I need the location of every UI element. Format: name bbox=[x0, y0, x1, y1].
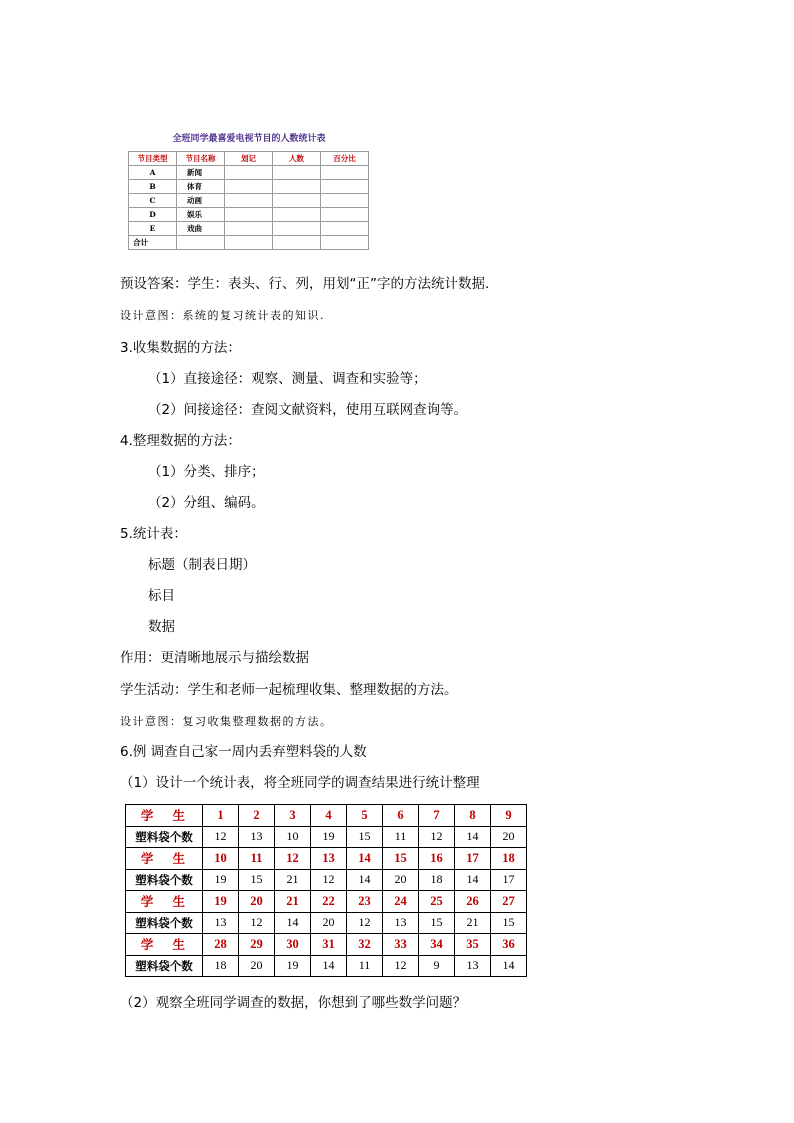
tv-table-row bbox=[129, 222, 369, 236]
student-number-cell: 2 bbox=[239, 805, 275, 827]
tv-program-table bbox=[128, 151, 369, 250]
bag-count-cell: 12 bbox=[239, 912, 275, 934]
bag-count-cell: 21 bbox=[455, 912, 491, 934]
student-row-label: 学 生 bbox=[126, 848, 203, 870]
student-number-cell: 8 bbox=[455, 805, 491, 827]
bag-count-cell: 13 bbox=[455, 955, 491, 977]
tv-table-header-cell: 节目名称 bbox=[177, 152, 225, 166]
tv-table-cell bbox=[321, 166, 369, 180]
student-number-cell: 15 bbox=[383, 848, 419, 870]
tv-table-header-cell: 划记 bbox=[225, 152, 273, 166]
bag-count-cell: 9 bbox=[419, 955, 455, 977]
student-number-cell: 27 bbox=[491, 891, 527, 913]
bag-count-cell: 10 bbox=[275, 826, 311, 848]
bag-count-cell: 12 bbox=[203, 826, 239, 848]
bag-count-cell: 14 bbox=[311, 955, 347, 977]
section-4-item-2: （2）分组、编码。 bbox=[148, 495, 265, 511]
student-number-cell: 19 bbox=[203, 891, 239, 913]
tv-table-header-cell: 百分比 bbox=[321, 152, 369, 166]
tv-table-row bbox=[129, 236, 369, 250]
student-number-row bbox=[126, 934, 527, 956]
student-number-cell: 18 bbox=[491, 848, 527, 870]
tv-table-cell: 体育 bbox=[177, 180, 225, 194]
bag-count-row bbox=[126, 912, 527, 934]
tv-table-row bbox=[129, 208, 369, 222]
bag-count-cell: 14 bbox=[455, 826, 491, 848]
bag-count-cell: 15 bbox=[491, 912, 527, 934]
preset-answer: 预设答案：学生：表头、行、列，用划“正”字的方法统计数据. bbox=[120, 276, 490, 292]
bag-count-row-label: 塑料袋个数 bbox=[126, 869, 203, 891]
student-number-cell: 7 bbox=[419, 805, 455, 827]
design-intent-2: 设计意图：复习收集整理数据的方法。 bbox=[120, 715, 333, 728]
tv-table-cell bbox=[225, 194, 273, 208]
tv-table-cell: 合计 bbox=[129, 236, 177, 250]
bag-count-cell: 14 bbox=[347, 869, 383, 891]
bag-count-cell: 14 bbox=[491, 955, 527, 977]
bag-count-cell: 20 bbox=[491, 826, 527, 848]
tv-table-cell bbox=[273, 180, 321, 194]
bag-count-cell: 18 bbox=[419, 869, 455, 891]
bag-count-cell: 11 bbox=[383, 826, 419, 848]
tv-table-cell bbox=[225, 222, 273, 236]
bag-count-cell: 20 bbox=[239, 955, 275, 977]
student-number-cell: 16 bbox=[419, 848, 455, 870]
student-number-cell: 21 bbox=[275, 891, 311, 913]
bag-count-cell: 19 bbox=[203, 869, 239, 891]
student-number-cell: 14 bbox=[347, 848, 383, 870]
student-number-cell: 6 bbox=[383, 805, 419, 827]
tv-table-cell bbox=[321, 208, 369, 222]
student-number-row bbox=[126, 848, 527, 870]
bag-count-row-label: 塑料袋个数 bbox=[126, 826, 203, 848]
section-3-title: 3.收集数据的方法： bbox=[120, 340, 241, 356]
bag-count-cell: 12 bbox=[347, 912, 383, 934]
bag-count-cell: 15 bbox=[419, 912, 455, 934]
tv-table-cell bbox=[225, 180, 273, 194]
tv-table-cell bbox=[273, 208, 321, 222]
bag-count-cell: 19 bbox=[311, 826, 347, 848]
student-number-cell: 25 bbox=[419, 891, 455, 913]
tv-table-row bbox=[129, 180, 369, 194]
bag-count-cell: 15 bbox=[239, 869, 275, 891]
bag-count-cell: 13 bbox=[239, 826, 275, 848]
tv-table-row bbox=[129, 194, 369, 208]
student-number-cell: 28 bbox=[203, 934, 239, 956]
tv-table-cell bbox=[273, 236, 321, 250]
tv-table-cell bbox=[273, 166, 321, 180]
section-6-title: 6.例 调查自己家一周内丢弃塑料袋的人数 bbox=[120, 744, 367, 760]
section-3-item-1: （1）直接途径：观察、测量、调查和实验等； bbox=[148, 371, 427, 387]
section-4-item-1: （1）分类、排序； bbox=[148, 464, 265, 480]
student-number-cell: 22 bbox=[311, 891, 347, 913]
tv-table-cell bbox=[321, 236, 369, 250]
bag-count-cell: 21 bbox=[275, 869, 311, 891]
student-number-cell: 26 bbox=[455, 891, 491, 913]
student-number-cell: 12 bbox=[275, 848, 311, 870]
tv-table-row bbox=[129, 166, 369, 180]
tv-table-cell bbox=[273, 194, 321, 208]
tv-table-cell: 娱乐 bbox=[177, 208, 225, 222]
bag-count-cell: 18 bbox=[203, 955, 239, 977]
tv-table-cell: 新闻 bbox=[177, 166, 225, 180]
design-intent-1: 设计意图：系统的复习统计表的知识. bbox=[120, 309, 325, 322]
bag-count-cell: 12 bbox=[383, 955, 419, 977]
bag-count-row bbox=[126, 869, 527, 891]
bag-count-cell: 13 bbox=[383, 912, 419, 934]
student-number-cell: 34 bbox=[419, 934, 455, 956]
student-number-cell: 17 bbox=[455, 848, 491, 870]
section-6-question-1: （1）设计一个统计表，将全班同学的调查结果进行统计整理 bbox=[120, 775, 480, 791]
student-row-label: 学 生 bbox=[126, 805, 203, 827]
section-6-question-2: （2）观察全班同学调查的数据，你想到了哪些数学问题？ bbox=[120, 995, 467, 1011]
student-number-cell: 35 bbox=[455, 934, 491, 956]
bag-count-cell: 11 bbox=[347, 955, 383, 977]
bag-count-cell: 13 bbox=[203, 912, 239, 934]
tv-table-cell: 戏曲 bbox=[177, 222, 225, 236]
student-number-cell: 20 bbox=[239, 891, 275, 913]
student-number-cell: 1 bbox=[203, 805, 239, 827]
student-row-label: 学 生 bbox=[126, 934, 203, 956]
section-5-title: 5.统计表： bbox=[120, 526, 187, 542]
tv-table-cell: B bbox=[129, 180, 177, 194]
bag-count-cell: 12 bbox=[311, 869, 347, 891]
student-number-cell: 33 bbox=[383, 934, 419, 956]
section-3-item-2: （2）间接途径：查阅文献资料，使用互联网查询等。 bbox=[148, 402, 468, 418]
student-number-cell: 5 bbox=[347, 805, 383, 827]
tv-table-cell bbox=[177, 236, 225, 250]
bag-count-cell: 15 bbox=[347, 826, 383, 848]
bag-count-row-label: 塑料袋个数 bbox=[126, 955, 203, 977]
tv-table-header-cell: 节目类型 bbox=[129, 152, 177, 166]
student-number-cell: 4 bbox=[311, 805, 347, 827]
tv-table-header-cell: 人数 bbox=[273, 152, 321, 166]
plastic-bag-table bbox=[125, 804, 527, 977]
bag-count-cell: 14 bbox=[455, 869, 491, 891]
tv-table-cell: C bbox=[129, 194, 177, 208]
student-number-cell: 13 bbox=[311, 848, 347, 870]
student-number-cell: 36 bbox=[491, 934, 527, 956]
student-number-cell: 32 bbox=[347, 934, 383, 956]
student-activity: 学生活动：学生和老师一起梳理收集、整理数据的方法。 bbox=[120, 682, 458, 698]
section-4-title: 4.整理数据的方法： bbox=[120, 433, 241, 449]
section-5-item-2: 标目 bbox=[148, 588, 175, 604]
student-number-cell: 11 bbox=[239, 848, 275, 870]
section-5-item-3: 数据 bbox=[148, 619, 175, 635]
student-number-row bbox=[126, 891, 527, 913]
student-number-cell: 30 bbox=[275, 934, 311, 956]
tv-table-cell bbox=[225, 166, 273, 180]
tv-table-cell: E bbox=[129, 222, 177, 236]
bag-count-cell: 19 bbox=[275, 955, 311, 977]
tv-table-title: 全班同学最喜爱电视节目的人数统计表 bbox=[172, 134, 326, 144]
tv-table-header-row bbox=[129, 152, 369, 166]
student-number-cell: 9 bbox=[491, 805, 527, 827]
tv-table-cell bbox=[225, 208, 273, 222]
tv-table-cell bbox=[225, 236, 273, 250]
tv-table-cell bbox=[273, 222, 321, 236]
student-number-cell: 23 bbox=[347, 891, 383, 913]
bag-count-row bbox=[126, 955, 527, 977]
student-number-cell: 10 bbox=[203, 848, 239, 870]
student-row-label: 学 生 bbox=[126, 891, 203, 913]
tv-table-cell bbox=[321, 194, 369, 208]
bag-count-cell: 17 bbox=[491, 869, 527, 891]
student-number-cell: 31 bbox=[311, 934, 347, 956]
tv-table-cell: D bbox=[129, 208, 177, 222]
student-number-cell: 3 bbox=[275, 805, 311, 827]
bag-count-row bbox=[126, 826, 527, 848]
student-number-cell: 24 bbox=[383, 891, 419, 913]
bag-count-cell: 14 bbox=[275, 912, 311, 934]
tv-table-cell: A bbox=[129, 166, 177, 180]
bag-count-row-label: 塑料袋个数 bbox=[126, 912, 203, 934]
bag-count-cell: 20 bbox=[311, 912, 347, 934]
tv-table-cell bbox=[321, 180, 369, 194]
tv-table-cell bbox=[321, 222, 369, 236]
tv-table-cell: 动画 bbox=[177, 194, 225, 208]
student-number-row bbox=[126, 805, 527, 827]
section-5-item-1: 标题（制表日期） bbox=[148, 557, 256, 573]
bag-count-cell: 20 bbox=[383, 869, 419, 891]
student-number-cell: 29 bbox=[239, 934, 275, 956]
role-text: 作用：更清晰地展示与描绘数据 bbox=[120, 650, 309, 666]
bag-count-cell: 12 bbox=[419, 826, 455, 848]
